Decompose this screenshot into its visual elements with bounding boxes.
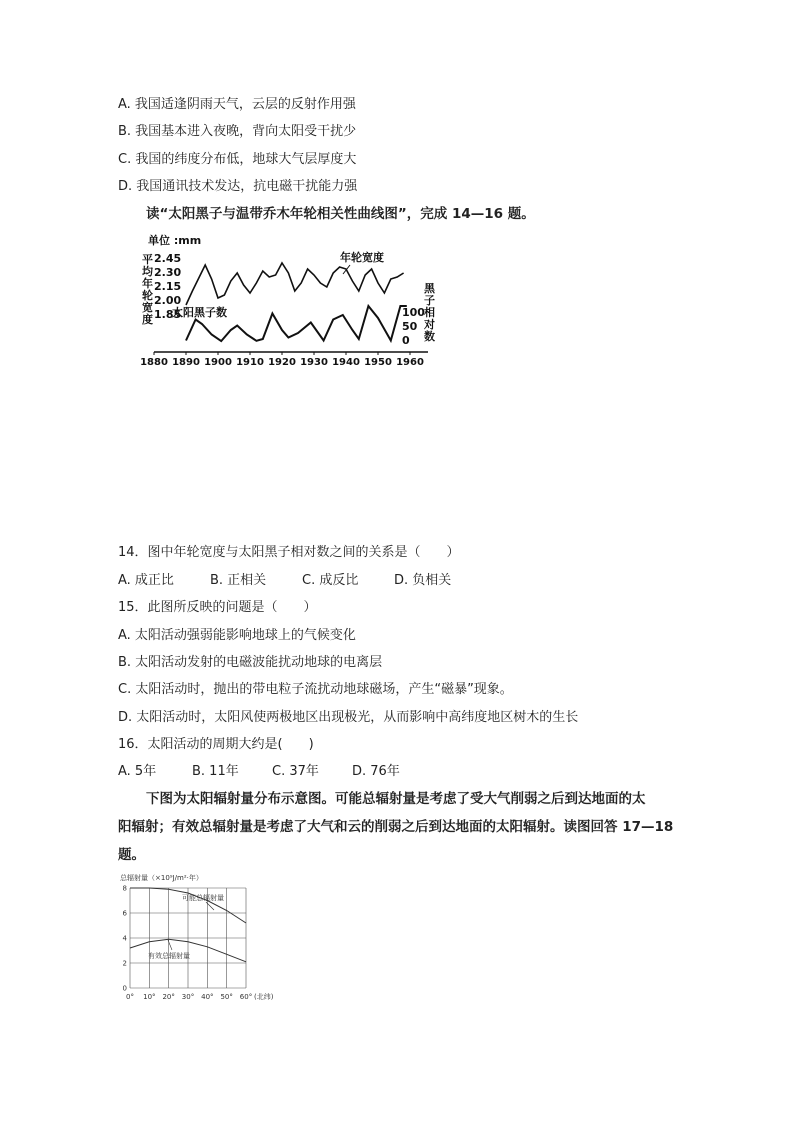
- x-tick-label: 1950: [364, 357, 392, 368]
- chart2-grid: [130, 888, 246, 988]
- x-tick-label: 30°: [181, 993, 195, 1001]
- chart2-title: 总辐射量（×10⁹J/m²·年）: [120, 874, 203, 882]
- x-tick-label: 1940: [332, 357, 360, 368]
- x-tick-label: 1900: [204, 357, 232, 368]
- y-tick-left: 2.30: [154, 266, 182, 279]
- series-label-possible: 可能总辐射量: [182, 894, 224, 902]
- y-tick-right: 50: [402, 320, 418, 333]
- y-tick-label: 8: [122, 884, 127, 893]
- q15-stem: 15．此图所反映的问题是（ ）: [118, 600, 317, 615]
- y-tick-label: 0: [122, 984, 127, 993]
- option-a: A. 我国适逢阴雨天气，云层的反射作用强: [118, 97, 356, 112]
- x-tick-label: 1920: [268, 357, 296, 368]
- q14-options: [118, 572, 451, 590]
- x-tick-label: 1890: [172, 357, 200, 368]
- tree-ring-width-line: [186, 263, 404, 305]
- q14-stem: 14．图中年轮宽度与太阳黑子相对数之间的关系是（ ）: [118, 545, 460, 560]
- q14-option-c: C. 成反比: [302, 573, 359, 588]
- chart1-unit: 单位 :mm: [148, 234, 202, 247]
- left-label-char: 度: [142, 313, 153, 326]
- y-tick-left: 2.45: [154, 252, 182, 265]
- chart2-intro-line3: 题。: [118, 847, 145, 863]
- q15-option-a: A. 太阳活动强弱能影响地球上的气候变化: [118, 628, 356, 643]
- right-label-char: 子: [424, 294, 435, 307]
- option-d: D. 我国通讯技术发达，抗电磁干扰能力强: [118, 179, 358, 194]
- right-label-char: 黑: [424, 282, 435, 295]
- q16-stem: 16．太阳活动的周期大约是( ): [118, 737, 314, 752]
- x-tick-label: 40°: [201, 993, 214, 1001]
- y-tick-label: 6: [122, 909, 127, 918]
- chart1-left-label: [142, 252, 154, 326]
- left-label-char: 轮: [142, 289, 153, 302]
- q15-option-d: D. 太阳活动时，太阳风使两极地区出现极光，从而影响中高纬度地区树木的生长: [118, 710, 579, 725]
- q16-options: [118, 763, 400, 781]
- x-tick-label: 1880: [140, 357, 168, 368]
- q14-option-b: B. 正相关: [210, 573, 267, 588]
- x-tick-label: 1910: [236, 357, 264, 368]
- y-tick-left: 2.00: [154, 294, 182, 307]
- chart1-right-ticks: [402, 306, 425, 347]
- series-label-pointer: [343, 265, 350, 274]
- left-label-char: 年: [142, 277, 153, 290]
- tree-ring-sunspot-chart: [140, 232, 440, 372]
- y-tick-label: 2: [122, 959, 127, 968]
- right-label-char: 对: [424, 318, 435, 331]
- x-tick-label: 0°: [126, 993, 134, 1001]
- option-b: B. 我国基本进入夜晚，背向太阳受干扰少: [118, 124, 357, 139]
- q16-option-a: A. 5年: [118, 764, 157, 779]
- q16-option-d: D. 76年: [352, 764, 400, 779]
- q15-option-c: C. 太阳活动时，抛出的带电粒子流扰动地球磁场，产生“磁暴”现象。: [118, 682, 513, 697]
- right-label-char: 相: [424, 306, 435, 319]
- y-tick-right: 0: [402, 334, 410, 347]
- q16-option-c: C. 37年: [272, 764, 319, 779]
- left-label-char: 均: [142, 265, 153, 278]
- series-label-tree-ring: 年轮宽度: [340, 251, 384, 264]
- chart2-x-suffix: (北纬): [254, 993, 274, 1001]
- left-label-char: 平: [142, 253, 153, 266]
- left-label-char: 宽: [142, 301, 153, 314]
- chart2-x-ticks: [126, 993, 252, 1001]
- q14-option-d: D. 负相关: [394, 573, 452, 588]
- chart2-intro-line2: 阳辐射；有效总辐射量是考虑了大气和云的削弱之后到达地面的太阳辐射。读图回答 17—18: [118, 819, 674, 835]
- x-tick-label: 1960: [396, 357, 424, 368]
- option-c: C. 我国的纬度分布低，地球大气层厚度大: [118, 152, 357, 167]
- x-tick-label: 10°: [143, 993, 156, 1001]
- q15-option-b: B. 太阳活动发射的电磁波能扰动地球的电离层: [118, 655, 383, 670]
- chart1-intro: 读“太阳黑子与温带乔木年轮相关性曲线图”，完成 14—16 题。: [146, 206, 535, 222]
- q14-option-a: A. 成正比: [118, 573, 174, 588]
- y-tick-right: 100: [402, 306, 425, 319]
- x-tick-label: 1930: [300, 357, 328, 368]
- q16-option-b: B. 11年: [192, 764, 239, 779]
- chart1-x-ticks: [140, 352, 424, 368]
- right-label-char: 数: [424, 330, 435, 343]
- series-label-effective: 有效总辐射量: [148, 952, 190, 960]
- y-tick-left: 2.15: [154, 280, 182, 293]
- x-tick-label: 60°: [239, 993, 253, 1001]
- chart2-intro-line1: 下图为太阳辐射量分布示意图。可能总辐射量是考虑了受大气削弱之后到达地面的太: [146, 791, 646, 807]
- chart2-y-ticks: [123, 885, 128, 993]
- y-tick-left: 1.85: [154, 308, 182, 321]
- y-tick-label: 4: [122, 934, 127, 943]
- x-tick-label: 20°: [162, 993, 175, 1001]
- x-tick-label: 50°: [220, 993, 233, 1001]
- series-label-sunspot: 太阳黑子数: [172, 306, 227, 319]
- solar-radiation-chart: [118, 870, 288, 1005]
